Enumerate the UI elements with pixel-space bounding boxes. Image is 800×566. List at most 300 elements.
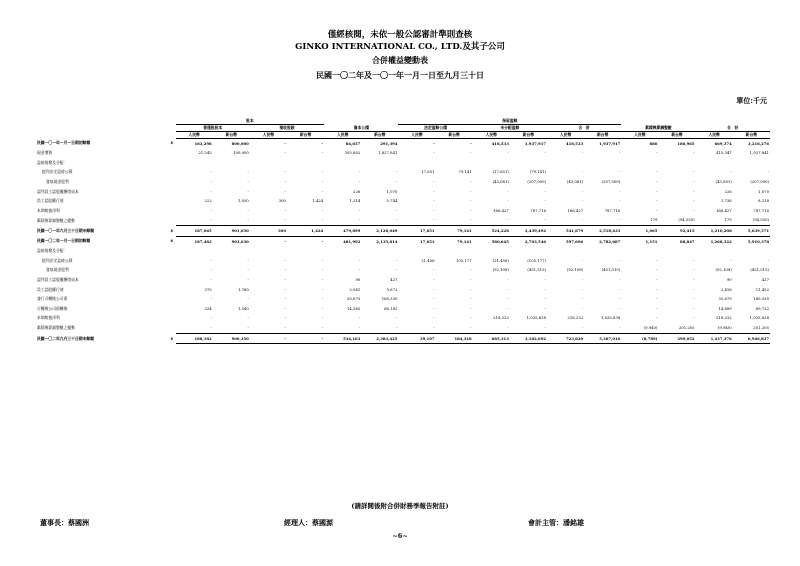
table-cell: - bbox=[656, 257, 658, 263]
table-cell bbox=[213, 158, 250, 168]
table-cell: - bbox=[693, 267, 695, 273]
table-cell: 35,675 bbox=[346, 296, 361, 302]
table-cell: 3,216,276 bbox=[747, 140, 769, 146]
table-cell: (43,081) bbox=[715, 179, 732, 185]
table-cell: (92,108) bbox=[566, 267, 584, 273]
row-label: 認列員工認股權酬勞成本 bbox=[37, 188, 79, 194]
row-label: 民國一〇一年九月三十日期末餘額 bbox=[37, 227, 94, 233]
table-cell: 1,035,838 bbox=[749, 315, 769, 321]
table-cell: - bbox=[693, 169, 695, 175]
table-cell: - bbox=[619, 286, 621, 292]
table-cell: 300 bbox=[278, 198, 286, 204]
table-cell: 21,545 bbox=[198, 150, 212, 156]
row-label: 民國一〇一年一月一日期初餘額 bbox=[37, 140, 91, 146]
table-cell: 179 bbox=[696, 216, 733, 226]
table-cell: - bbox=[433, 296, 435, 302]
table-cell: - bbox=[510, 323, 547, 333]
table-cell: 187,065 bbox=[176, 226, 213, 237]
table-cell: 1,210,208 bbox=[696, 226, 733, 237]
table-cell: - bbox=[321, 315, 324, 321]
table-cell: 787,716 bbox=[604, 207, 621, 213]
table-cell: 2,518,633 bbox=[584, 226, 621, 237]
table-cell: - bbox=[284, 188, 286, 194]
table-cell: - bbox=[656, 276, 658, 282]
table-cell: 166,427 bbox=[493, 207, 509, 213]
table-cell bbox=[398, 247, 435, 257]
table-cell: - bbox=[619, 198, 621, 204]
table-cell: - bbox=[693, 198, 695, 204]
table-cell: - bbox=[693, 150, 695, 156]
table-cell: - bbox=[433, 315, 435, 321]
table-cell: - bbox=[433, 198, 435, 204]
table-cell bbox=[696, 158, 733, 168]
table-cell: 1,736 bbox=[720, 198, 732, 204]
table-cell: - bbox=[544, 150, 546, 156]
group-header-retained: 保留盈餘 bbox=[398, 118, 621, 125]
table-cell: (94,550) bbox=[733, 216, 770, 226]
table-cell: 2,782,687 bbox=[599, 238, 621, 244]
table-cell: - bbox=[284, 305, 286, 311]
table-cell bbox=[436, 158, 473, 168]
row-label: 民國一〇二年九月三十日期末餘額 bbox=[37, 335, 94, 341]
table-cell: - bbox=[396, 315, 398, 321]
unit-label: 單位:千元 bbox=[736, 96, 767, 105]
table-cell: - bbox=[321, 140, 324, 146]
table-cell: 6,946,837 bbox=[733, 333, 770, 344]
table-cell: - bbox=[213, 216, 250, 226]
table-cell: 17,651 bbox=[420, 238, 435, 244]
row-label: 民國一〇二年一月一日期初餘額 bbox=[37, 238, 91, 244]
table-cell: - bbox=[210, 296, 212, 302]
row-label: 員工認股權行使 bbox=[37, 286, 64, 292]
table-cell: (79,141) bbox=[529, 169, 546, 175]
table-cell: - bbox=[581, 276, 584, 282]
table-cell: 100,000 bbox=[233, 150, 249, 156]
table-cell: - bbox=[284, 286, 286, 292]
table-cell: - bbox=[432, 140, 435, 146]
table-cell: - bbox=[210, 169, 212, 175]
currency-symbol: $ bbox=[170, 227, 174, 233]
table-cell bbox=[287, 158, 324, 168]
table-cell: 2,135,814 bbox=[376, 238, 398, 244]
table-cell: 5,639,571 bbox=[733, 226, 770, 237]
table-row bbox=[36, 256, 770, 266]
table-cell bbox=[473, 158, 510, 168]
table-cell: - bbox=[619, 296, 621, 302]
currency-symbol: $ bbox=[170, 335, 174, 341]
table-cell: 69,722 bbox=[755, 305, 769, 311]
table-cell: - bbox=[358, 169, 361, 175]
table-row bbox=[36, 187, 770, 197]
table-row bbox=[36, 149, 770, 159]
row-label: 盈餘指撥及分配： bbox=[37, 248, 68, 254]
table-cell: 163,298 bbox=[194, 140, 212, 146]
table-row bbox=[36, 158, 770, 168]
table-cell: 427 bbox=[390, 276, 398, 282]
currency-header: 人民幣 bbox=[547, 132, 584, 139]
table-row bbox=[36, 139, 770, 149]
table-cell: 90 bbox=[355, 276, 361, 282]
table-cell: - bbox=[247, 315, 249, 321]
table-cell: - bbox=[544, 188, 546, 194]
table-cell: (207,000) bbox=[601, 179, 621, 185]
row-label: 提列法定盈餘公積 bbox=[42, 169, 73, 175]
table-cell: - bbox=[656, 150, 658, 156]
table-cell: 2,439,492 bbox=[510, 226, 547, 237]
table-cell: 1,827,841 bbox=[378, 150, 398, 156]
table-cell: 1,540 bbox=[237, 305, 249, 311]
row-label: 發放現金股利 bbox=[46, 179, 69, 185]
table-cell: - bbox=[358, 315, 361, 321]
table-cell: - bbox=[581, 257, 584, 263]
table-cell: 8,218 bbox=[758, 198, 769, 204]
table-cell: 534,163 bbox=[324, 333, 361, 344]
table-cell: - bbox=[693, 296, 695, 302]
group-header-capital: 股本 bbox=[176, 118, 325, 125]
row-label: 累積換算調整數之變動 bbox=[37, 217, 75, 223]
table-cell: (207,000) bbox=[750, 179, 769, 185]
table-cell: 166,427 bbox=[716, 207, 732, 213]
statement-title: 合併權益變動表 bbox=[372, 55, 428, 65]
table-cell: - bbox=[619, 169, 621, 175]
table-cell: - bbox=[361, 216, 398, 226]
table-cell bbox=[324, 247, 361, 257]
table-cell: (451,515) bbox=[750, 267, 769, 273]
table-cell: - bbox=[693, 188, 695, 194]
table-cell: - bbox=[470, 188, 472, 194]
currency-symbol: $ bbox=[170, 238, 174, 244]
table-cell: - bbox=[656, 188, 658, 194]
table-cell: - bbox=[473, 323, 510, 333]
table-cell: 1,937,917 bbox=[524, 140, 546, 146]
table-cell: (451,515) bbox=[527, 267, 546, 273]
table-cell: - bbox=[213, 323, 250, 333]
table-cell: - bbox=[321, 296, 324, 302]
table-cell: 14,365 bbox=[346, 305, 361, 311]
table-cell: 17,651 bbox=[398, 226, 435, 237]
table-cell: - bbox=[470, 150, 472, 156]
table-row bbox=[36, 275, 770, 285]
table-cell: 226 bbox=[353, 188, 361, 194]
table-cell: - bbox=[619, 188, 621, 194]
table-cell: 886 bbox=[649, 140, 658, 146]
table-cell: - bbox=[767, 169, 769, 175]
table-row bbox=[36, 333, 770, 344]
table-cell: - bbox=[656, 305, 658, 311]
table-cell: - bbox=[470, 286, 472, 292]
table-cell: 105,177 bbox=[456, 257, 472, 263]
table-cell: 166,427 bbox=[567, 207, 584, 213]
table-cell: 218,232 bbox=[567, 315, 584, 321]
table-cell: 187,483 bbox=[194, 238, 212, 244]
table-row bbox=[36, 206, 770, 216]
table-cell bbox=[324, 158, 361, 168]
table-cell bbox=[584, 247, 621, 257]
table-cell: - bbox=[358, 179, 361, 185]
table-cell bbox=[176, 158, 213, 168]
table-cell: (17,651) bbox=[492, 169, 509, 175]
table-cell: 1,268,322 bbox=[710, 238, 732, 244]
table-cell: - bbox=[396, 179, 398, 185]
table-cell: - bbox=[507, 305, 509, 311]
table-cell: 1,937,917 bbox=[599, 140, 621, 146]
table-cell: 393,802 bbox=[344, 150, 361, 156]
table-cell: - bbox=[321, 267, 324, 273]
table-cell: - bbox=[247, 188, 249, 194]
table-cell: 169,330 bbox=[753, 296, 769, 302]
table-cell bbox=[621, 247, 658, 257]
table-cell: - bbox=[247, 276, 249, 282]
table-cell: - bbox=[321, 179, 324, 185]
table-cell: - bbox=[433, 286, 435, 292]
table-cell: - bbox=[693, 315, 695, 321]
table-cell: - bbox=[287, 323, 324, 333]
table-cell: (43,081) bbox=[566, 179, 584, 185]
currency-header: 新台幣 bbox=[361, 132, 398, 139]
table-cell bbox=[547, 247, 584, 257]
table-cell: 179 bbox=[621, 216, 658, 226]
table-cell: - bbox=[619, 150, 621, 156]
company-name: GINKO INTERNATIONAL CO., LTD.及其子公司 bbox=[295, 42, 505, 52]
table-row bbox=[36, 236, 770, 246]
table-cell: - bbox=[730, 169, 732, 175]
table-cell: - bbox=[507, 276, 509, 282]
table-row bbox=[36, 216, 770, 226]
row-label: 認列員工認股權酬勞成本 bbox=[37, 276, 79, 282]
currency-header: 人民幣 bbox=[398, 132, 435, 139]
table-cell bbox=[473, 247, 510, 257]
table-cell: - bbox=[581, 286, 584, 292]
table-cell: - bbox=[433, 179, 435, 185]
table-cell: 35,675 bbox=[718, 296, 732, 302]
table-cell: 39,107 bbox=[398, 333, 435, 344]
currency-header: 人民幣 bbox=[176, 132, 213, 139]
table-cell: - bbox=[433, 150, 435, 156]
table-cell: - bbox=[693, 179, 695, 185]
table-cell: - bbox=[693, 207, 695, 213]
table-cell: 222 bbox=[204, 198, 212, 204]
table-cell: 88,847 bbox=[680, 238, 695, 244]
table-cell: 669,374 bbox=[714, 140, 732, 146]
table-cell bbox=[584, 158, 621, 168]
table-cell: - bbox=[656, 286, 658, 292]
table-cell bbox=[287, 247, 324, 257]
table-cell: - bbox=[433, 305, 435, 311]
table-cell: - bbox=[321, 286, 324, 292]
table-cell: 2,041 bbox=[349, 286, 361, 292]
col-legal-reserve: 法定盈餘公積 bbox=[398, 125, 472, 132]
table-cell: 800,000 bbox=[231, 140, 249, 146]
table-cell: 84,657 bbox=[345, 140, 361, 146]
table-cell: - bbox=[584, 323, 621, 333]
currency-header: 人民幣 bbox=[250, 132, 287, 139]
table-cell: - bbox=[656, 296, 658, 302]
table-cell: - bbox=[656, 198, 658, 204]
table-cell: 787,716 bbox=[530, 207, 546, 213]
table-cell: - bbox=[321, 188, 324, 194]
table-cell: 5,744 bbox=[386, 198, 398, 204]
table-cell: - bbox=[396, 169, 398, 175]
table-cell: 188,182 bbox=[176, 333, 213, 344]
table-cell: - bbox=[656, 207, 658, 213]
table-cell: 3,182,692 bbox=[510, 333, 547, 344]
table-cell: - bbox=[436, 216, 473, 226]
table-cell: 169,330 bbox=[381, 296, 398, 302]
table-row bbox=[36, 295, 770, 305]
col-common-stock: 普通股股本 bbox=[176, 125, 250, 132]
table-cell: 787,716 bbox=[753, 207, 769, 213]
table-cell: - bbox=[247, 169, 249, 175]
row-label: 盈餘指撥及分配： bbox=[37, 159, 68, 165]
table-cell: (207,000) bbox=[527, 179, 546, 185]
table-cell: - bbox=[321, 169, 324, 175]
table-cell: - bbox=[210, 179, 212, 185]
table-cell bbox=[510, 247, 547, 257]
table-cell: (9,940) bbox=[696, 323, 733, 333]
table-cell: 375 bbox=[204, 286, 212, 292]
table-cell bbox=[621, 158, 658, 168]
table-cell: 79,141 bbox=[436, 226, 473, 237]
table-cell: - bbox=[656, 267, 658, 273]
table-row bbox=[36, 168, 770, 178]
table-cell: 1,050 bbox=[237, 198, 249, 204]
table-cell: 14,689 bbox=[718, 305, 732, 311]
table-cell: 415,347 bbox=[716, 150, 732, 156]
table-cell: - bbox=[730, 257, 732, 263]
table-cell: - bbox=[470, 198, 472, 204]
table-row bbox=[36, 197, 770, 207]
table-cell: 597,696 bbox=[565, 238, 584, 244]
table-cell: 901,050 bbox=[213, 226, 250, 237]
table-cell: - bbox=[547, 216, 584, 226]
table-cell: (9,940) bbox=[621, 323, 658, 333]
table-cell: - bbox=[544, 276, 546, 282]
table-cell: 723,820 bbox=[547, 333, 584, 344]
currency-header: 人民幣 bbox=[621, 132, 658, 139]
currency-header: 人民幣 bbox=[696, 132, 733, 139]
table-cell: 324 bbox=[204, 305, 212, 311]
table-cell: - bbox=[581, 188, 584, 194]
table-cell: (43,081) bbox=[492, 179, 509, 185]
table-cell: - bbox=[693, 276, 695, 282]
table-cell: - bbox=[210, 188, 212, 194]
table-cell: - bbox=[284, 296, 286, 302]
table-cell: - bbox=[358, 267, 361, 273]
table-cell: - bbox=[284, 267, 286, 273]
table-cell: 2,126,049 bbox=[361, 226, 398, 237]
table-cell: 1,035,838 bbox=[526, 315, 546, 321]
table-cell: 1,437,376 bbox=[696, 333, 733, 344]
currency-header: 新台幣 bbox=[733, 132, 770, 139]
table-cell: - bbox=[247, 207, 249, 213]
table-cell: (451,515) bbox=[601, 267, 621, 273]
table-cell bbox=[510, 158, 547, 168]
table-cell: 186,965 bbox=[677, 140, 695, 146]
table-cell: - bbox=[284, 140, 286, 146]
table-cell: - bbox=[510, 216, 547, 226]
table-cell bbox=[658, 247, 695, 257]
table-cell: - bbox=[250, 333, 287, 344]
table-cell: 79,141 bbox=[458, 169, 472, 175]
table-cell bbox=[436, 247, 473, 257]
row-label: 發放現金股利 bbox=[46, 267, 69, 273]
table-cell bbox=[361, 158, 398, 168]
table-cell: 11,452 bbox=[755, 286, 769, 292]
table-cell bbox=[658, 158, 695, 168]
table-cell: - bbox=[581, 169, 584, 175]
table-cell: - bbox=[544, 198, 546, 204]
table-cell: 1,070 bbox=[758, 188, 769, 194]
table-cell bbox=[250, 158, 287, 168]
table-cell: - bbox=[433, 267, 435, 273]
table-cell: 3,367,010 bbox=[584, 333, 621, 344]
table-cell: 300 bbox=[250, 226, 287, 237]
table-cell: (94,550) bbox=[658, 216, 695, 226]
row-label: 發行可轉換公司債 bbox=[37, 296, 68, 302]
table-cell: - bbox=[284, 150, 286, 156]
currency-header: 新台幣 bbox=[213, 132, 250, 139]
table-row bbox=[36, 285, 770, 295]
table-cell: - bbox=[321, 207, 324, 213]
table-cell: - bbox=[284, 169, 286, 175]
table-cell: 418,533 bbox=[565, 140, 584, 146]
table-cell: - bbox=[544, 305, 546, 311]
table-cell: - bbox=[544, 296, 546, 302]
table-cell: - bbox=[321, 276, 324, 282]
table-cell: - bbox=[324, 216, 361, 226]
table-cell: - bbox=[507, 296, 509, 302]
col-capital-surplus: 資本公積 bbox=[324, 125, 398, 132]
table-cell: 685,313 bbox=[473, 333, 510, 344]
table-row bbox=[36, 226, 770, 237]
table-cell: (92,108) bbox=[715, 267, 732, 273]
currency-header: 人民幣 bbox=[473, 132, 510, 139]
table-cell bbox=[398, 158, 435, 168]
table-cell: 1,424 bbox=[287, 226, 324, 237]
table-cell: - bbox=[507, 286, 509, 292]
table-cell: - bbox=[656, 179, 658, 185]
table-row bbox=[36, 304, 770, 314]
table-cell: 218,232 bbox=[493, 315, 509, 321]
table-cell: - bbox=[358, 257, 361, 263]
table-cell: - bbox=[470, 179, 472, 185]
table-cell: - bbox=[247, 296, 249, 302]
table-cell: - bbox=[470, 315, 472, 321]
table-row bbox=[36, 266, 770, 276]
table-cell: 226 bbox=[724, 188, 732, 194]
table-cell: 541,879 bbox=[547, 226, 584, 237]
table-cell: 5,910,378 bbox=[747, 238, 769, 244]
table-cell: - bbox=[619, 276, 621, 282]
table-cell: 201,205 bbox=[733, 323, 770, 333]
table-cell: 580,645 bbox=[491, 238, 509, 244]
table-cell: - bbox=[693, 305, 695, 311]
report-disclaimer: 僅經核閱，未依一般公認審計準則查核 bbox=[327, 30, 473, 40]
table-cell: - bbox=[284, 257, 286, 263]
table-cell: - bbox=[507, 198, 509, 204]
table-cell: - bbox=[284, 179, 286, 185]
equity-changes-table bbox=[36, 118, 770, 344]
signature-manager: 經理人：蔡國源 bbox=[284, 518, 333, 527]
footnote-reference: (請詳閱後附合併財務季報告附註) bbox=[351, 502, 449, 510]
table-cell: - bbox=[396, 207, 398, 213]
table-cell: - bbox=[581, 296, 584, 302]
table-cell: 201,205 bbox=[658, 323, 695, 333]
signature-chairman: 董事長：蔡國洲 bbox=[40, 518, 89, 527]
page-number: ~6~ bbox=[392, 532, 408, 540]
table-cell: (105,177) bbox=[527, 257, 546, 263]
table-cell: - bbox=[470, 207, 472, 213]
